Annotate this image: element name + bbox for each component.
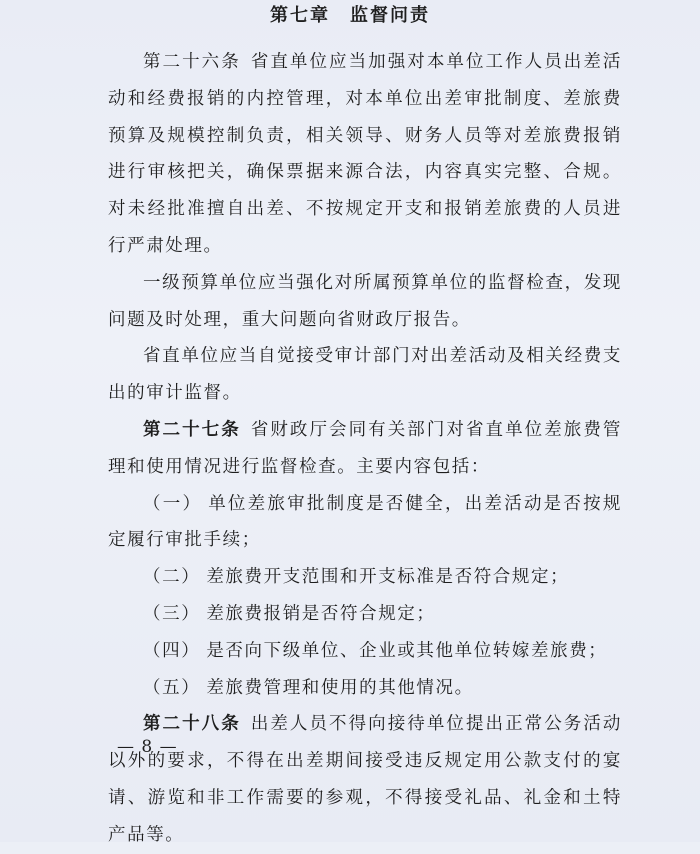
page-number: — 8 — — [117, 737, 178, 757]
article-28-paragraph — [108, 706, 622, 853]
article-27-paragraph — [108, 412, 622, 486]
item-number: （五） — [143, 677, 201, 698]
article-27-item-4 — [108, 633, 622, 670]
item-number: （三） — [143, 603, 201, 624]
article-26-heading: 第二十六条 — [143, 52, 241, 72]
item-text: 单位差旅审批制度是否健全，出差活动是否按规定履行审批手续； — [108, 493, 622, 551]
item-text: 是否向下级单位、企业或其他单位转嫁差旅费； — [206, 640, 608, 661]
item-text: 差旅费报销是否符合规定； — [206, 603, 436, 624]
paragraph-2: 一级预算单位应当强化对所属预算单位的监督检查，发现问题及时处理，重大问题向省财政厅报告。 — [108, 272, 622, 330]
document-body — [108, 44, 622, 854]
article-27-item-1 — [108, 486, 622, 560]
article-28-text: 出差人员不得向接待单位提出正常公务活动以外的要求，不得在出差期间接受违反规定用公款支付的宴请、游览和非工作需要的参观，不得接受礼品、礼金和土特产品等。 — [108, 714, 623, 845]
article-27-heading: 第二十七条 — [143, 419, 241, 440]
article-26-text: 省直单位应当加强对本单位工作人员出差活动和经费报销的内控管理，对本单位出差审批制度、差旅费预算及规模控制负责，相关领导、财务人员等对差旅费报销进行审核把关，确保票据来源合法，内容真实完整、合规。对未经批准擅自出差、不按规定开支和报销差旅费的人员进行严肃处理。 — [108, 52, 623, 256]
article-26-paragraph — [108, 44, 622, 265]
article-27-text: 省财政厅会同有关部门对省直单位差旅费管理和使用情况进行监督检查。主要内容包括： — [108, 419, 623, 477]
paragraph-3: 省直单位应当自觉接受审计部门对出差活动及相关经费支出的审计监督。 — [108, 346, 622, 404]
item-text: 差旅费开支范围和开支标准是否符合规定； — [206, 567, 570, 588]
item-text: 差旅费管理和使用的其他情况。 — [206, 677, 474, 698]
article-28-heading: 第二十八条 — [143, 714, 241, 735]
item-number: （二） — [143, 567, 201, 588]
article-27-item-2 — [108, 559, 622, 596]
item-number: （一） — [143, 493, 203, 514]
item-number: （四） — [143, 640, 201, 661]
article-27-item-5 — [108, 670, 622, 707]
chapter-title: 第七章 监督问责 — [270, 5, 430, 26]
article-27-item-3 — [108, 596, 622, 633]
